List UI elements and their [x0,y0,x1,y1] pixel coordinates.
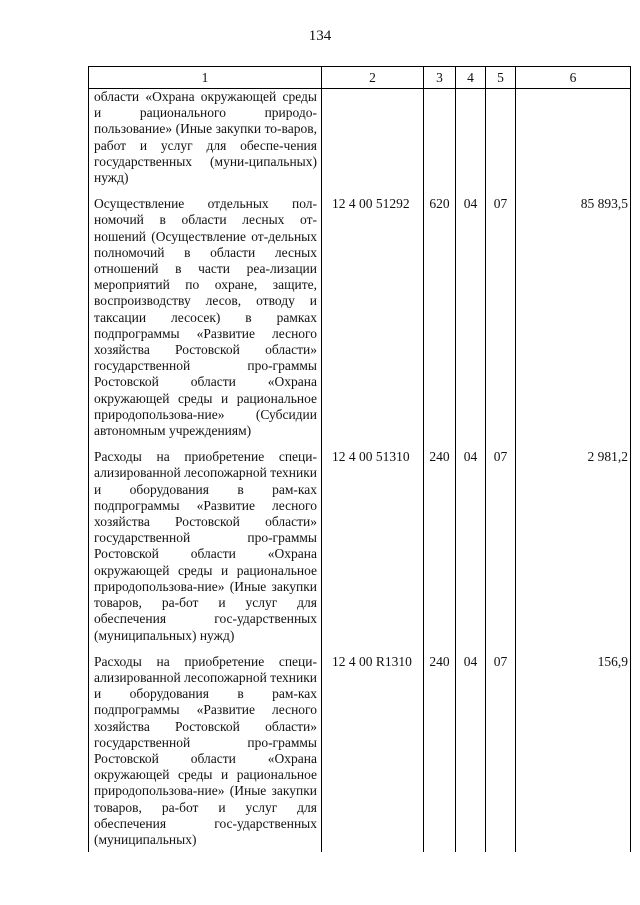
table-row [89,190,631,443]
row-subsection [486,89,516,191]
row-section [456,89,486,191]
row-amount: 2 981,2 [516,443,631,647]
table-row [89,648,631,852]
header-col-2: 2 [322,67,424,89]
budget-table [88,66,631,852]
row-code: 12 4 00 51292 [322,190,424,443]
row-expense-type: 240 [424,648,456,852]
row-section: 04 [456,443,486,647]
page-number: 134 [308,28,332,44]
header-col-6: 6 [516,67,631,89]
row-expense-type: 620 [424,190,456,443]
row-subsection: 07 [486,190,516,443]
row-subsection: 07 [486,648,516,852]
row-expense-type: 240 [424,443,456,647]
row-amount: 156,9 [516,648,631,852]
row-name: Расходы на приобретение специ-ализированной лесопожарной техники и оборудования в рам-ках подпрограммы «Развитие лесного хозяйства Ростовской области» государственной про-граммы Ростовской области «Охрана окружающей среды и рациональное природопользова-ние» (Иные закупки товаров, ра-бот и услуг для обеспечения гос-ударственных (муниципальных) нужд) [89,443,322,647]
row-name: Осуществление отдельных пол-номочий в области лесных от-ношений (Осуществление от-дельных полномочий в области лесных отношений в части реа-лизации мероприятий по охране, защите, воспроизводству лесов, отводу и таксации лесосек) в рамках подпрограммы «Развитие лесного хозяйства Ростовской области» государственной про-граммы Ростовской области «Охрана окружающей среды и рациональное природопользова-ние» (Субсидии автономным учреждениям) [89,190,322,443]
row-code: 12 4 00 51310 [322,443,424,647]
row-amount [516,89,631,191]
row-code [322,89,424,191]
row-name: Расходы на приобретение специ-ализированной лесопожарной техники и оборудования в рам-ках подпрограммы «Развитие лесного хозяйства Ростовской области» государственной про-граммы Ростовской области «Охрана окружающей среды и рациональное природопользова-ние» (Иные закупки товаров, ра-бот и услуг для обеспечения гос-ударственных (муниципальных) [89,648,322,852]
row-name: области «Охрана окружающей среды и рационального природо-пользование» (Иные закупки то-варов, работ и услуг для обеспе-чения государственных (муни-ципальных) нужд) [89,89,322,191]
header-row [89,67,631,89]
row-amount: 85 893,5 [516,190,631,443]
header-col-5: 5 [486,67,516,89]
header-col-3: 3 [424,67,456,89]
row-subsection: 07 [486,443,516,647]
row-section: 04 [456,190,486,443]
row-expense-type [424,89,456,191]
header-col-4: 4 [456,67,486,89]
row-code: 12 4 00 R1310 [322,648,424,852]
row-section: 04 [456,648,486,852]
table-row [89,89,631,191]
header-col-1: 1 [89,67,322,89]
table-row [89,443,631,647]
